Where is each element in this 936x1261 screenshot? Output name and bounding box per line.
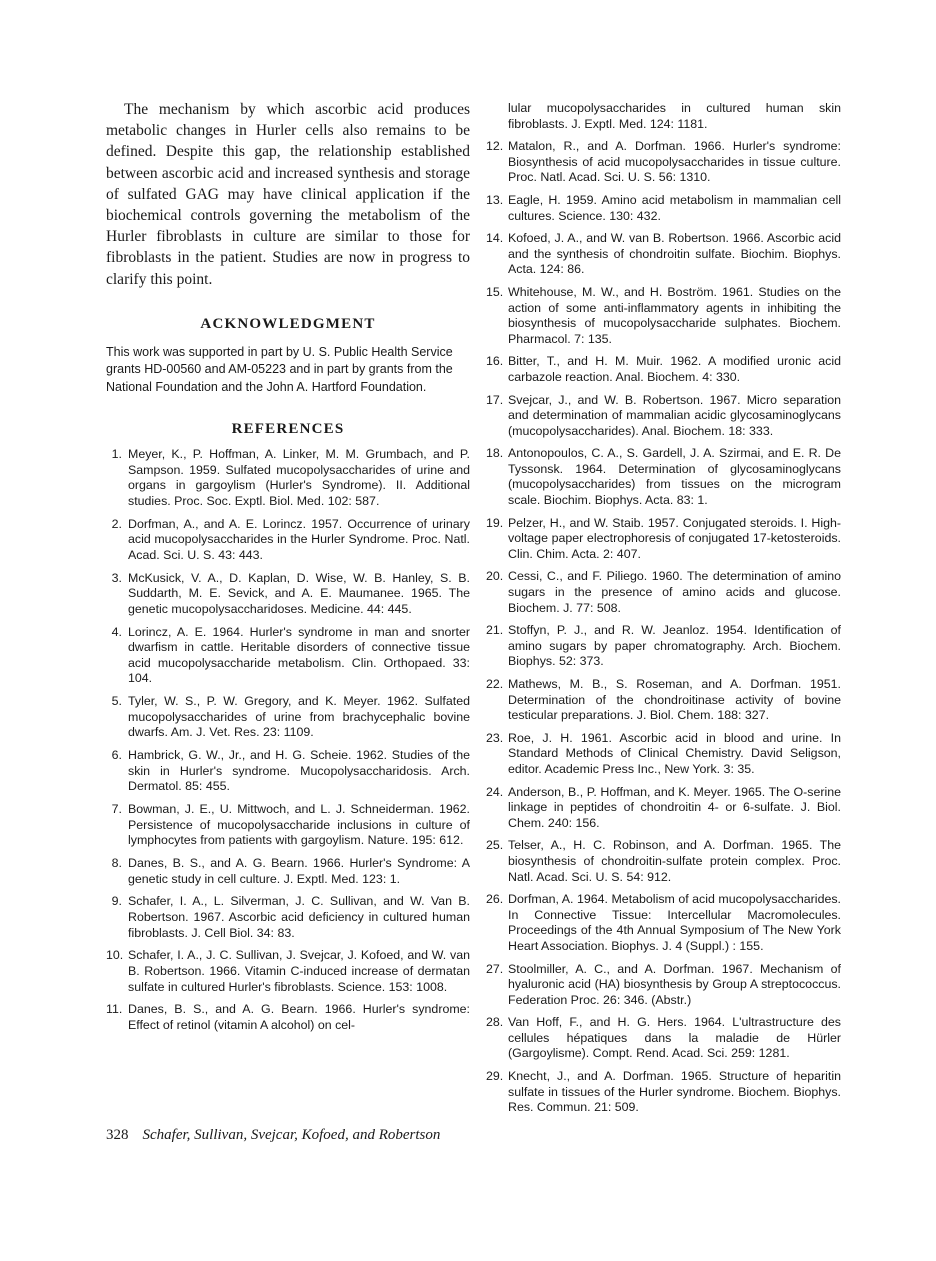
reference-number: 7. [111, 802, 122, 816]
reference-item [106, 517, 470, 564]
acknowledgment-text: This work was supported in part by U. S. Public Health Service grants HD-00560 and AM-05223 and in part by grants from the National Foundation and the John A. Hartford Foundation. [106, 345, 453, 394]
reference-number: 25. [486, 838, 504, 853]
reference-item [486, 1015, 841, 1062]
reference-number: 4. [111, 624, 122, 639]
reference-text: Danes, B. S., and A. G. Bearn. 1966. Hurler's syndrome: Effect of retinol (vitamin A alcohol) on cel- [128, 1002, 470, 1032]
reference-item [486, 393, 841, 440]
reference-text: Van Hoff, F., and H. G. Hers. 1964. L'ultrastructure des cellules hépatiques dans la maladie de Hürler (Gargoylisme). Compt. Rend. Acad. Sci. 259: 1281. [508, 1015, 841, 1061]
reference-number: 10. [106, 948, 124, 963]
reference-number: 14. [486, 231, 504, 246]
reference-number: 5. [111, 694, 122, 709]
reference-text: Pelzer, H., and W. Staib. 1957. Conjugated steroids. I. High-voltage paper electrophoresis of conjugated 17-ketosteroids. Clin. Chim. Acta. 2: 407. [508, 515, 841, 561]
reference-text: Danes, B. S., and A. G. Bearn. 1966. Hurler's Syndrome: A genetic study in cell culture. J. Exptl. Med. 123: 1. [128, 855, 470, 886]
reference-item [106, 1002, 470, 1033]
reference-text: Eagle, H. 1959. Amino acid metabolism in mammalian cell cultures. Science. 130: 432. [508, 192, 841, 223]
reference-number: 27. [486, 961, 504, 976]
reference-number: 11. [106, 1002, 123, 1017]
reference-text: Stoolmiller, A. C., and A. Dorfman. 1967. Mechanism of hyaluronic acid (HA) biosynthesis by Group A streptococcus. Federation Proc. 26: 346. (Abstr.) [508, 961, 841, 1007]
body-paragraph: The mechanism by which ascorbic acid produces metabolic changes in Hurler cells also remains to be defined. Despite this gap, the relationship established between ascorbic acid and increased synthesis and storage of sulfated GAG may have clinical application if the biochemical controls governing the metabolism of the Hurler fibroblasts in culture are similar to those for fibroblasts in the patient. Studies are now in progress to clarify this point. [106, 101, 470, 288]
reference-item [486, 623, 841, 670]
reference-item [486, 285, 841, 347]
reference-number: 17. [486, 392, 504, 407]
reference-number: 9. [111, 894, 122, 909]
reference-text: Kofoed, J. A., and W. van B. Robertson. 1966. Ascorbic acid and the synthesis of chondroitin sulfate. Biochim. Biophys. Acta. 124: 86. [508, 231, 841, 277]
reference-number: 12. [486, 139, 504, 154]
reference-text: Hambrick, G. W., Jr., and H. G. Scheie. 1962. Studies of the skin in Hurler's syndrome. Mucopolysaccharidosis. Arch. Dermatol. 85: 455. [128, 748, 470, 794]
references-heading: REFERENCES [231, 421, 345, 437]
reference-number: 21. [486, 623, 504, 638]
reference-number: 3. [111, 570, 122, 585]
reference-item [486, 516, 841, 563]
reference-number: 22. [486, 677, 504, 691]
reference-item [486, 892, 841, 954]
reference-number: 24. [486, 784, 504, 799]
reference-item [106, 625, 470, 687]
reference-item [486, 139, 841, 186]
references-list-left [106, 447, 470, 1041]
page-number: 328 [106, 1127, 129, 1143]
reference-item [106, 571, 470, 618]
reference-text: McKusick, V. A., D. Kaplan, D. Wise, W. B. Hanley, S. B. Suddarth, M. E. Sevick, and A. E. Maumanee. 1965. The genetic mucopolysaccharidoses. Medicine. 44: 445. [128, 570, 470, 616]
reference-text: Bitter, T., and H. M. Muir. 1962. A modified uronic acid carbazole reaction. Anal. Biochem. 4: 330. [508, 354, 841, 384]
reference-number: 15. [486, 284, 504, 299]
reference-text: Mathews, M. B., S. Roseman, and A. Dorfman. 1951. Determination of the chondroitinase activity of bovine testicular preparations. J. Biol. Chem. 188: 327. [508, 677, 841, 723]
running-authors: Schafer, Sullivan, Svejcar, Kofoed, and Robertson [142, 1127, 441, 1143]
reference-text: lular mucopolysaccharides in cultured human skin fibroblasts. J. Exptl. Med. 124: 1181. [508, 101, 841, 131]
reference-item [486, 962, 841, 1009]
reference-number: 29. [486, 1069, 504, 1084]
reference-item [106, 694, 470, 741]
reference-item [486, 731, 841, 778]
reference-number: 6. [111, 748, 122, 763]
reference-number: 23. [486, 730, 504, 745]
reference-text: Svejcar, J., and W. B. Robertson. 1967. Micro separation and determination of mammalian acidic glycosaminoglycans (mucopolysaccharides). Anal. Biochem. 18: 333. [508, 392, 841, 438]
reference-text: Dorfman, A., and A. E. Lorincz. 1957. Occurrence of urinary acid mucopolysaccharides in the Hurler Syndrome. Proc. Natl. Acad. Sci. U. S. 43: 443. [128, 516, 470, 562]
reference-text: Knecht, J., and A. Dorfman. 1965. Structure of heparitin sulfate in tissues of the Hurler syndrome. Biochem. Biophys. Res. Commun. 21: 509. [508, 1069, 841, 1115]
reference-number: 26. [486, 892, 504, 907]
reference-item [486, 193, 841, 224]
reference-text: Bowman, J. E., U. Mittwoch, and L. J. Schneiderman. 1962. Persistence of mucopolysaccharide inclusions in culture of lymphocytes from patients with gargoylism. Nature. 195: 612. [128, 802, 470, 848]
reference-text: Roe, J. H. 1961. Ascorbic acid in blood and urine. In Standard Methods of Clinical Chemistry. David Seligson, editor. Academic Press Inc., New York. 3: 35. [508, 730, 841, 776]
reference-item [486, 231, 841, 278]
reference-text: Lorincz, A. E. 1964. Hurler's syndrome in man and snorter dwarfism in cattle. Heritable disorders of connective tissue acid mucopolysaccharide metabolism. Clin. Orthopaed. 33: 104. [128, 624, 470, 686]
reference-number: 2. [111, 516, 122, 531]
reference-text: Schafer, I. A., J. C. Sullivan, J. Svejcar, J. Kofoed, and W. van B. Robertson. 1966. Vitamin C-induced increase of dermatan sulfate in cultured Hurler's fibroblasts. Science. 153: 1008. [128, 948, 470, 994]
reference-number: 18. [486, 446, 504, 461]
reference-text: Matalon, R., and A. Dorfman. 1966. Hurler's syndrome: Biosynthesis of acid mucopolysaccharides in tissue culture. Proc. Natl. Acad. Sci. U. S. 56: 1310. [508, 139, 841, 185]
reference-item [106, 447, 470, 509]
reference-number: 16. [486, 354, 504, 369]
reference-item [486, 354, 841, 385]
reference-item [486, 569, 841, 616]
reference-text: Dorfman, A. 1964. Metabolism of acid mucopolysaccharides. In Connective Tissue: Intercellular Macromolecules. Proceedings of the 4th Annual Symposium of The New York Heart Association. Biophys. J. 4 (Suppl.) : 155. [508, 892, 841, 953]
reference-text: Tyler, W. S., P. W. Gregory, and K. Meyer. 1962. Sulfated mucopolysaccharides of urine from brachycephalic bovine dwarfs. Am. J. Vet. Res. 23: 1109. [128, 694, 470, 740]
reference-text: Cessi, C., and F. Piliego. 1960. The determination of amino sugars in the presence of amino acids and glucose. Biochem. J. 77: 508. [508, 569, 841, 615]
references-list-right [486, 101, 841, 1123]
reference-item [106, 802, 470, 849]
reference-item [486, 1069, 841, 1116]
reference-text: Stoffyn, P. J., and R. W. Jeanloz. 1954. Identification of amino sugars by paper chromatography. Arch. Biochem. Biophys. 52: 373. [508, 623, 841, 669]
reference-text: Whitehouse, M. W., and H. Boström. 1961. Studies on the action of some anti-inflammatory agents in inhibiting the biosynthesis of mucopolysaccharide sulphates. Biochem. Pharmacol. 7: 135. [508, 284, 841, 346]
reference-number: 1. [111, 447, 122, 461]
reference-text: Telser, A., H. C. Robinson, and A. Dorfman. 1965. The biosynthesis of chondroitin-sulfate protein complex. Proc. Natl. Acad. Sci. U. S. 54: 912. [508, 838, 841, 884]
reference-item [106, 856, 470, 887]
reference-text: Meyer, K., P. Hoffman, A. Linker, M. M. Grumbach, and P. Sampson. 1959. Sulfated mucopolysaccharides of urine and organs in gargoylism (Hurler's Syndrome). II. Additional studies. Proc. Soc. Exptl. Biol. Med. 102: 587. [128, 447, 470, 508]
reference-number: 19. [486, 515, 504, 530]
reference-number: 28. [486, 1015, 504, 1030]
reference-item [106, 748, 470, 795]
reference-number: 13. [486, 192, 504, 207]
acknowledgment-heading: ACKNOWLEDGMENT [200, 316, 376, 332]
reference-text: Anderson, B., P. Hoffman, and K. Meyer. 1965. The O-serine linkage in peptides of chondroitin 4- or 6-sulfate. J. Biol. Chem. 240: 156. [508, 784, 841, 830]
reference-item [106, 948, 470, 995]
reference-item [106, 894, 470, 941]
reference-item [486, 677, 841, 724]
reference-text: Antonopoulos, C. A., S. Gardell, J. A. Szirmai, and E. R. De Tyssonsk. 1964. Determination of glycosaminoglycans (mucopolysaccharides) from tissues on the microgram scale. Biochim. Biophys. Acta. 83: 1. [508, 446, 841, 508]
page-footer [106, 1127, 846, 1144]
reference-number: 8. [111, 855, 122, 870]
reference-item [486, 446, 841, 508]
reference-continuation [486, 101, 841, 132]
reference-number: 20. [486, 569, 504, 584]
reference-item [486, 785, 841, 832]
reference-text: Schafer, I. A., L. Silverman, J. C. Sullivan, and W. Van B. Robertson. 1967. Ascorbic acid deficiency in cultured human fibroblasts. J. Cell Biol. 34: 83. [128, 894, 470, 940]
reference-item [486, 838, 841, 885]
